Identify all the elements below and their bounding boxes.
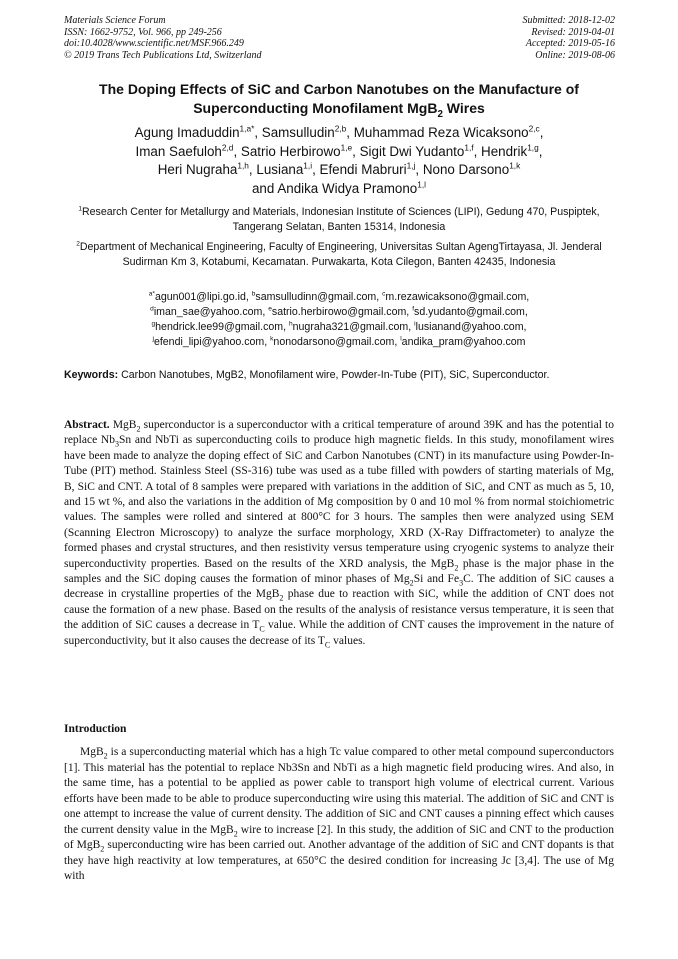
author-sup: 1,h xyxy=(237,160,249,171)
email-sup: i xyxy=(414,320,416,328)
email-sup: g xyxy=(151,320,156,328)
abstract-text: value. While the addition of CNT causes the improvement in the nature of superconductivity, but it also causes the decrease of its T xyxy=(64,619,615,647)
author-name: Nono Darsono xyxy=(422,162,510,178)
abstract-text: MgB xyxy=(112,419,137,431)
subscript: 2 xyxy=(100,844,105,854)
author-name: Muhammad Reza Wicaksono xyxy=(353,125,529,140)
submission-dates xyxy=(523,15,616,61)
author-list xyxy=(60,124,618,198)
abstract xyxy=(64,418,614,649)
author-sup: 1,j xyxy=(406,160,416,171)
author-name: Sigit Dwi Yudanto xyxy=(359,143,465,159)
email-line-1: $^{a*}$agun001@lipi.go.id, $^b$samsulludinn@gmail.com, $^c$m.rezawicaksono@gmail.com, xyxy=(148,290,530,303)
author-name: Andika Widya Pramono xyxy=(277,180,418,196)
author-and: and xyxy=(251,180,275,196)
subscript: 3 xyxy=(459,578,464,588)
affiliation-2 xyxy=(64,240,614,270)
revised-date: Revised: 2019-04-01 xyxy=(531,26,615,38)
abstract-text: Sn and NbTi as superconducting coils to produce high magnetic fields. In this study, monofilament wires have been made to analyze the doping effect of SiC and Carbon Nanotubes (CNT) in its manufacture using Powder-In-Tube (PIT) method. Stainless Steel (SS-316) tube was used as a tube filled with powders of starting materials of Mg, B, SiC and CNT. A total of 8 samples were prepared with variations in the addition of SiC, and CNT as much as 5, 10, and 15 wt %, and also the variations in the addition of Mg composition by 0 and 10 mol % from normal stoichiometric values. The samples were rolled and sintered at 800°C for 3 hours. The samples then were analyzed using SEM (Scanning Electron Microscopy) to analyze the surface morphology, XRD (X-Ray Diffractometer) to analyze the formed phases and crystal structures, and then resistivity versus temperature using cryogenic systems to analyze their superconductivity properties. Based on the results of the XRD analysis, the MgB xyxy=(64,434,614,570)
accepted-date: Accepted: 2019-05-16 xyxy=(525,38,615,49)
paper-title xyxy=(60,80,618,118)
email-line-2: $^d$iman_sae@yahoo.com, $^e$satrio.herbirowo@gmail.com, $^f$sd.yudanto@gmail.com, xyxy=(150,305,528,318)
abstract-text: C. The addition of SiC causes a decrease in crystalline properties of the MgB xyxy=(64,573,614,601)
intro-text: superconducting wire has been carried out. Another advantage of the addition of SiC and CNT dopants is that they have high reactivity at low temperatures, at 650°C the desired condition for increasing Jc [3,4]. The use of Mg with xyxy=(64,839,614,882)
email-line-3: $^g$hendrick.lee99@gmail.com, $^h$nugraha321@gmail.com, $^i$lusianand@yahoo.com, xyxy=(151,320,527,333)
title-text: Superconducting Monofilament MgB xyxy=(193,100,438,116)
author-line-1: Agung Imaduddin$^{1,a*}$, Samsulludin$^{2,b}$, Muhammad Reza Wicaksono$^{2,c}$, xyxy=(134,123,544,140)
email-address[interactable]: satrio.herbirowo@gmail.com xyxy=(271,306,407,318)
subscript: 2 xyxy=(409,578,414,588)
subscript: C xyxy=(259,624,265,634)
journal-info xyxy=(64,15,262,61)
submitted-date: Submitted: 2018-12-02 xyxy=(522,15,615,26)
author-sup: 1,f xyxy=(464,142,474,153)
author-sup: 1,i xyxy=(303,160,313,171)
email-address[interactable]: hendrick.lee99@gmail.com xyxy=(155,321,284,333)
email-line-4: $^j$efendi_lipi@yahoo.com, $^k$nonodarsono@gmail.com, $^l$andika_pram@yahoo.com xyxy=(152,335,526,348)
author-sup: 2,b xyxy=(334,123,347,134)
doi-line: doi:10.4028/www.scientific.net/MSF.966.249 xyxy=(64,38,244,49)
intro-text: wire to increase [2]. In this study, the addition of SiC and CNT to the production of MgB xyxy=(64,823,614,851)
affiliation-text: Department of Mechanical Engineering, Faculty of Engineering, Universitas Sultan AgengTirtayasa, Jl. Jenderal Sudirman Km 3, Kotabumi, Kecamatan. Purwakarta, Kota Cilegon, Banten 42435, Indonesia xyxy=(79,241,602,268)
email-address[interactable]: lusianand@yahoo.com xyxy=(415,321,524,333)
email-address[interactable]: samsulludinn@gmail.com xyxy=(255,291,377,303)
journal-name: Materials Science Forum xyxy=(64,15,166,26)
email-sup: h xyxy=(288,320,293,328)
copyright-line: © 2019 Trans Tech Publications Ltd, Switzerland xyxy=(64,49,262,61)
issn-line: ISSN: 1662-9752, Vol. 966, pp 249-256 xyxy=(64,26,222,38)
affiliation-sup: 2 xyxy=(76,240,80,248)
title-line-2 xyxy=(60,99,618,118)
email-sup: l xyxy=(400,335,402,343)
author-sup: 1,a* xyxy=(239,123,255,134)
author-sup: 1,e xyxy=(340,142,353,153)
email-sup: j xyxy=(152,335,154,343)
email-sup: c xyxy=(382,290,386,298)
abstract-text: values. xyxy=(330,634,366,647)
author-name: Hendrik xyxy=(481,143,528,159)
email-address[interactable]: andika_pram@yahoo.com xyxy=(401,336,526,348)
intro-text: is a superconducting material which has a high Tc value compared to other metal compound superconductors [1]. This material has the potential to replace Nb3Sn and NbTi as a high magnetic field producing wires. And also, in the same time, has a potential to be applied as power cable to transport high volume of electrical current. Various efforts have been made to be able to produce superconducting wire using this material. The addition of SiC and CNT is one attempt to increase the value of current density. The addition of SiC and CNT causes a pinning effect which causes the current density value in the MgB xyxy=(64,746,614,836)
author-sup: 1,g xyxy=(527,142,539,153)
keywords-label: Keywords: xyxy=(64,369,119,381)
author-sup: 2,d xyxy=(221,142,234,153)
email-address[interactable]: sd.yudanto@gmail.com xyxy=(414,306,525,318)
subscript: 2 xyxy=(279,593,284,603)
author-name: Agung Imaduddin xyxy=(134,125,240,140)
email-address[interactable]: efendi_lipi@yahoo.com xyxy=(153,336,265,348)
author-name: Satrio Herbirowo xyxy=(240,143,341,159)
introduction-paragraph xyxy=(64,745,614,885)
online-date: Online: 2019-08-06 xyxy=(535,49,615,61)
title-text-end: Wires xyxy=(442,100,485,116)
author-name: Heri Nugraha xyxy=(157,162,238,178)
introduction-heading: Introduction xyxy=(64,723,127,735)
author-sup: 1,l xyxy=(417,179,426,190)
abstract-text: superconductor is a superconductor with a critical temperature of around 39K and has the potential to replace Nb xyxy=(64,419,615,447)
author-name: Samsulludin xyxy=(261,125,335,140)
email-address[interactable]: agun001@lipi.go.id xyxy=(154,291,246,303)
email-sup: f xyxy=(412,305,415,313)
keywords xyxy=(64,368,614,384)
affiliation-1 xyxy=(64,205,614,235)
author-line-3: Heri Nugraha$^{1,h}$, Lusiana$^{1,i}$, Efendi Mabruri$^{1,j}$, Nono Darsono$^{1,k}$ xyxy=(157,160,521,178)
author-sup: 2,c xyxy=(528,123,540,134)
email-address[interactable]: nugraha321@gmail.com xyxy=(292,321,409,333)
abstract-text: phase is the major phase in the samples and the SiC doping causes the formation of minor phases of Mg xyxy=(64,557,614,586)
subscript: 3 xyxy=(114,439,119,449)
subscript: C xyxy=(324,639,331,649)
author-name: Iman Saefuloh xyxy=(135,143,222,159)
subscript: 2 xyxy=(454,562,459,572)
author-name: Lusiana xyxy=(256,162,304,178)
author-sup: 1,k xyxy=(509,160,521,171)
email-sup: a* xyxy=(148,290,155,298)
subscript: 2 xyxy=(103,751,108,761)
abstract-text: Si and Fe xyxy=(413,573,460,586)
abstract-label: Abstract. xyxy=(64,419,110,431)
email-sup: d xyxy=(150,305,154,313)
title-subscript: 2 xyxy=(437,108,443,120)
subscript: 2 xyxy=(233,828,238,838)
email-address[interactable]: iman_sae@yahoo.com xyxy=(153,306,263,318)
email-list xyxy=(64,290,614,350)
author-line-2: Iman Saefuloh$^{2,d}$, Satrio Herbirowo$^{1,e}$, Sigit Dwi Yudanto$^{1,f}$, Hendrik$^{1,g}$, xyxy=(135,142,543,159)
abstract-text: phase due to reaction with SiC, while the addition of CNT does not cause the formation of a new phase. Based on the results of the analysis of resistance versus temperature, it is seen that the addition of SiC causes a decrease in T xyxy=(64,588,614,632)
email-sup: k xyxy=(270,335,274,343)
affiliation-text: Research Center for Metallurgy and Materials, Indonesian Institute of Sciences (LIPI), Gedung 470, Puspiptek, Tangerang Selatan, Banten 15314, Indonesia xyxy=(82,206,600,233)
email-sup: b xyxy=(251,290,256,298)
email-address[interactable]: m.rezawicaksono@gmail.com xyxy=(385,291,527,303)
author-name: Efendi Mabruri xyxy=(319,162,407,178)
keywords-text: Carbon Nanotubes, MgB2, Monofilament wire, Powder-In-Tube (PIT), SiC, Superconductor. xyxy=(121,369,550,381)
title-line-1: The Doping Effects of SiC and Carbon Nanotubes on the Manufacture of xyxy=(99,81,579,97)
intro-text: MgB xyxy=(80,746,104,758)
subscript: 2 xyxy=(136,424,141,434)
email-address[interactable]: nonodarsono@gmail.com xyxy=(273,336,395,348)
affiliation-sup: 1 xyxy=(78,205,83,213)
email-sup: e xyxy=(268,305,272,313)
author-line-4 xyxy=(60,180,618,199)
